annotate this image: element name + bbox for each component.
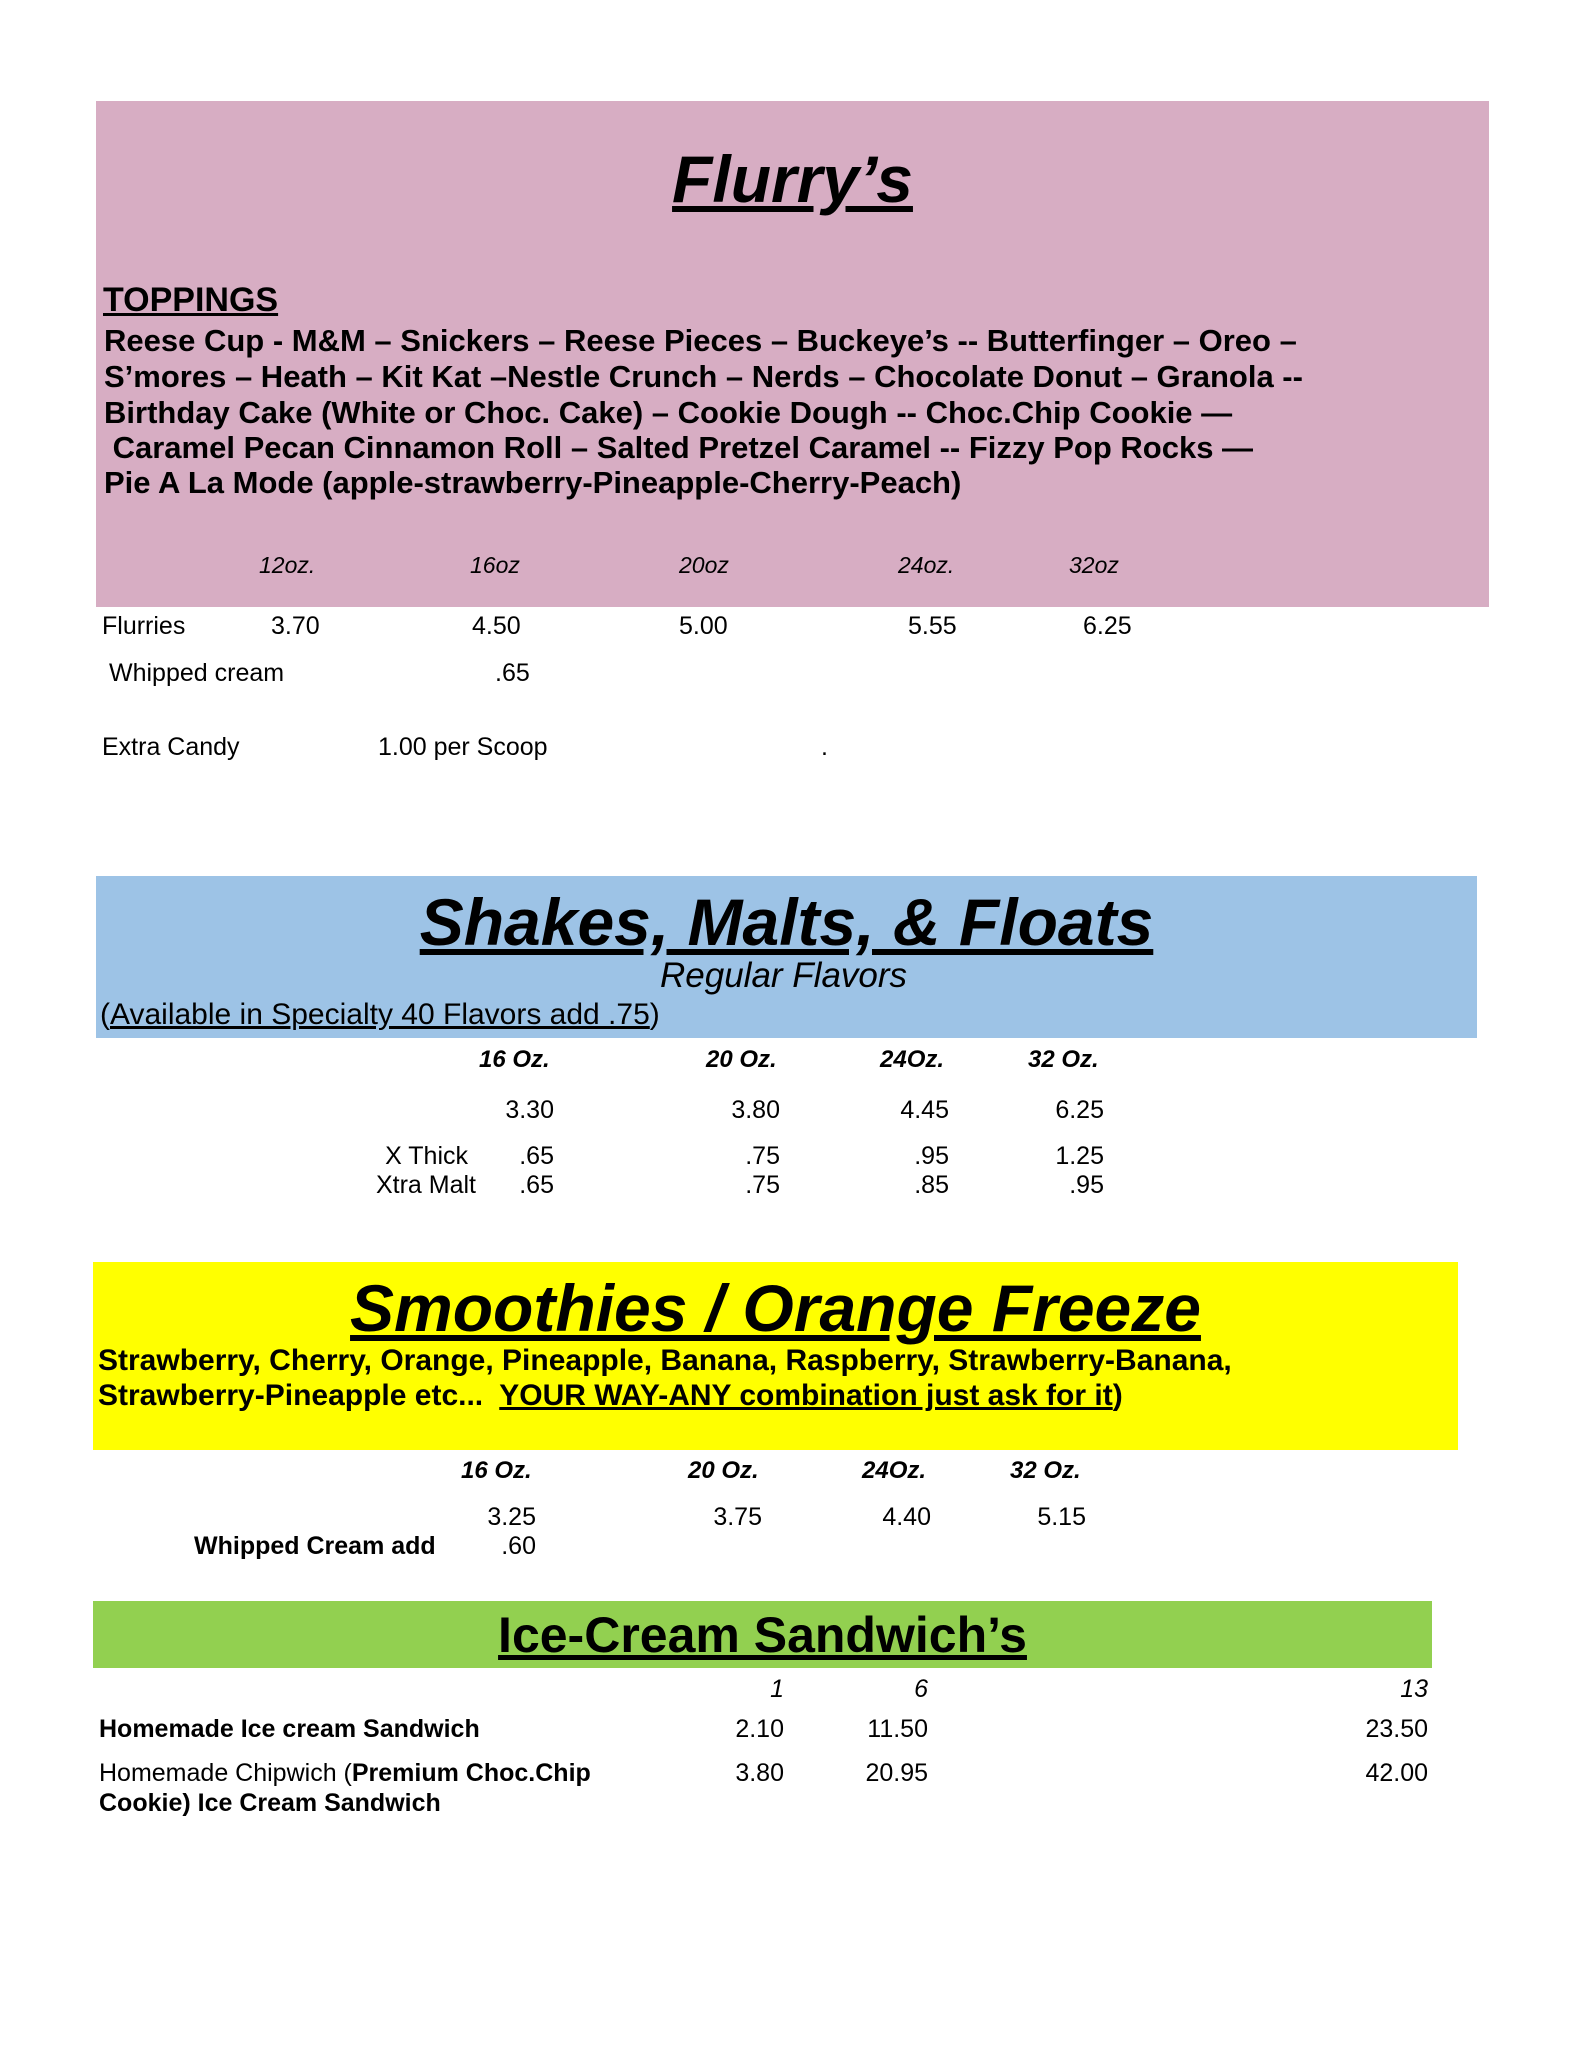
- chipwich-label-text: Homemade Chipwich (: [99, 1759, 352, 1787]
- chipwich-label-line2: Cookie) Ice Cream Sandwich: [99, 1789, 441, 1817]
- shakes-price: 4.45: [900, 1096, 949, 1124]
- shakes-price: 3.30: [505, 1096, 554, 1124]
- xtra-malt-price: .95: [1069, 1171, 1104, 1199]
- xthick-label: X Thick: [385, 1142, 468, 1170]
- sandwich-item-label: [99, 1759, 591, 1788]
- smoothies-flavors-line: [98, 1379, 1123, 1413]
- xthick-price: .75: [745, 1142, 780, 1170]
- flurry-size: 16oz: [470, 552, 520, 578]
- xthick-price: .95: [914, 1142, 949, 1170]
- sandwich-item-label: Homemade Ice cream Sandwich: [99, 1715, 480, 1743]
- sandwich-title: Ice-Cream Sandwich’s: [498, 1607, 1027, 1663]
- flurry-size: 32oz: [1069, 552, 1119, 578]
- toppings-line: Pie A La Mode (apple-strawberry-Pineapple-Cherry-Peach): [104, 465, 962, 500]
- extra-candy-price: 1.00 per Scoop: [378, 733, 548, 761]
- sandwich-qty: 13: [1400, 1675, 1428, 1703]
- flurries-price: 3.70: [271, 612, 320, 640]
- shakes-size: 24Oz.: [880, 1046, 945, 1073]
- toppings-line: Caramel Pecan Cinnamon Roll – Salted Pretzel Caramel -- Fizzy Pop Rocks —: [104, 430, 1254, 465]
- flurry-size: 20oz: [679, 552, 729, 578]
- shakes-note-text: Available in Specialty 40 Flavors add .75: [110, 998, 650, 1031]
- smoothies-flavors-text: Strawberry-Pineapple etc...: [98, 1379, 500, 1412]
- extra-candy-label: Extra Candy: [102, 733, 240, 761]
- smoothies-price: 4.40: [882, 1503, 931, 1531]
- toppings-line: Reese Cup - M&M – Snickers – Reese Pieces – Buckeye’s -- Butterfinger – Oreo –: [104, 323, 1297, 358]
- smoothies-flavors-line: Strawberry, Cherry, Orange, Pineapple, Banana, Raspberry, Strawberry-Banana,: [98, 1344, 1232, 1377]
- flurry-size: 24oz.: [898, 552, 955, 578]
- smoothies-size: 24Oz.: [862, 1457, 927, 1484]
- shakes-note-close: ): [649, 998, 660, 1031]
- smoothies-price: 3.75: [713, 1503, 762, 1531]
- chipwich-label-bold: Premium Choc.Chip: [351, 1759, 591, 1787]
- shakes-title: Shakes, Malts, & Floats: [419, 885, 1154, 959]
- sandwich-price: 11.50: [867, 1715, 928, 1743]
- whipped-cream-price: .65: [495, 659, 530, 687]
- toppings-heading: TOPPINGS: [103, 281, 279, 319]
- stray-dot: .: [821, 733, 828, 761]
- shakes-note-open: (: [100, 998, 110, 1031]
- toppings-line: S’mores – Heath – Kit Kat –Nestle Crunch – Nerds – Chocolate Donut – Granola --: [104, 359, 1303, 394]
- smoothies-price: 3.25: [487, 1503, 536, 1531]
- sandwich-qty: 1: [770, 1675, 784, 1703]
- flurries-price: 5.55: [908, 612, 957, 640]
- smoothies-title: Smoothies / Orange Freeze: [350, 1271, 1201, 1345]
- smoothies-your-way: YOUR WAY-ANY combination just ask for it: [499, 1379, 1113, 1412]
- flurry-title: Flurry’s: [672, 142, 913, 216]
- smoothies-size: 16 Oz.: [461, 1457, 532, 1484]
- flurries-price: 4.50: [472, 612, 521, 640]
- smoothies-size: 20 Oz.: [688, 1457, 759, 1484]
- sandwich-price: 2.10: [735, 1715, 784, 1743]
- smoothies-panel: [93, 1262, 1458, 1450]
- sandwich-panel: [93, 1601, 1432, 1668]
- whipped-cream-label: Whipped cream: [109, 659, 285, 687]
- smoothies-size: 32 Oz.: [1010, 1457, 1081, 1484]
- flurry-size: 12oz.: [259, 552, 316, 578]
- shakes-size: 32 Oz.: [1028, 1046, 1099, 1073]
- xtra-malt-label: Xtra Malt: [375, 1171, 476, 1199]
- sandwich-price: 23.50: [1365, 1715, 1428, 1743]
- sandwich-price: 20.95: [865, 1759, 928, 1787]
- shakes-price: 6.25: [1055, 1096, 1104, 1124]
- shakes-subtitle: Regular Flavors: [660, 956, 908, 995]
- shakes-size: 20 Oz.: [706, 1046, 777, 1073]
- smoothies-price: 5.15: [1037, 1503, 1086, 1531]
- flurries-label: Flurries: [102, 612, 186, 640]
- xthick-price: 1.25: [1055, 1142, 1104, 1170]
- smoothies-close-paren: ): [1112, 1379, 1123, 1412]
- xtra-malt-price: .65: [519, 1171, 554, 1199]
- shakes-price: 3.80: [731, 1096, 780, 1124]
- shakes-panel: [96, 876, 1477, 1038]
- toppings-line: Birthday Cake (White or Choc. Cake) – Cookie Dough -- Choc.Chip Cookie —: [104, 395, 1233, 430]
- sandwich-price: 42.00: [1365, 1759, 1428, 1787]
- flurries-price: 5.00: [679, 612, 728, 640]
- smoothies-whipped-label: Whipped Cream add: [194, 1532, 436, 1560]
- flurries-price: 6.25: [1083, 612, 1132, 640]
- xtra-malt-price: .75: [745, 1171, 780, 1199]
- shakes-note: [100, 998, 660, 1032]
- xtra-malt-price: .85: [914, 1171, 949, 1199]
- smoothies-whipped-price: .60: [501, 1532, 536, 1560]
- xthick-price: .65: [519, 1142, 554, 1170]
- flurry-panel: [96, 101, 1489, 607]
- sandwich-qty: 6: [914, 1675, 928, 1703]
- shakes-size: 16 Oz.: [479, 1046, 550, 1073]
- sandwich-price: 3.80: [735, 1759, 784, 1787]
